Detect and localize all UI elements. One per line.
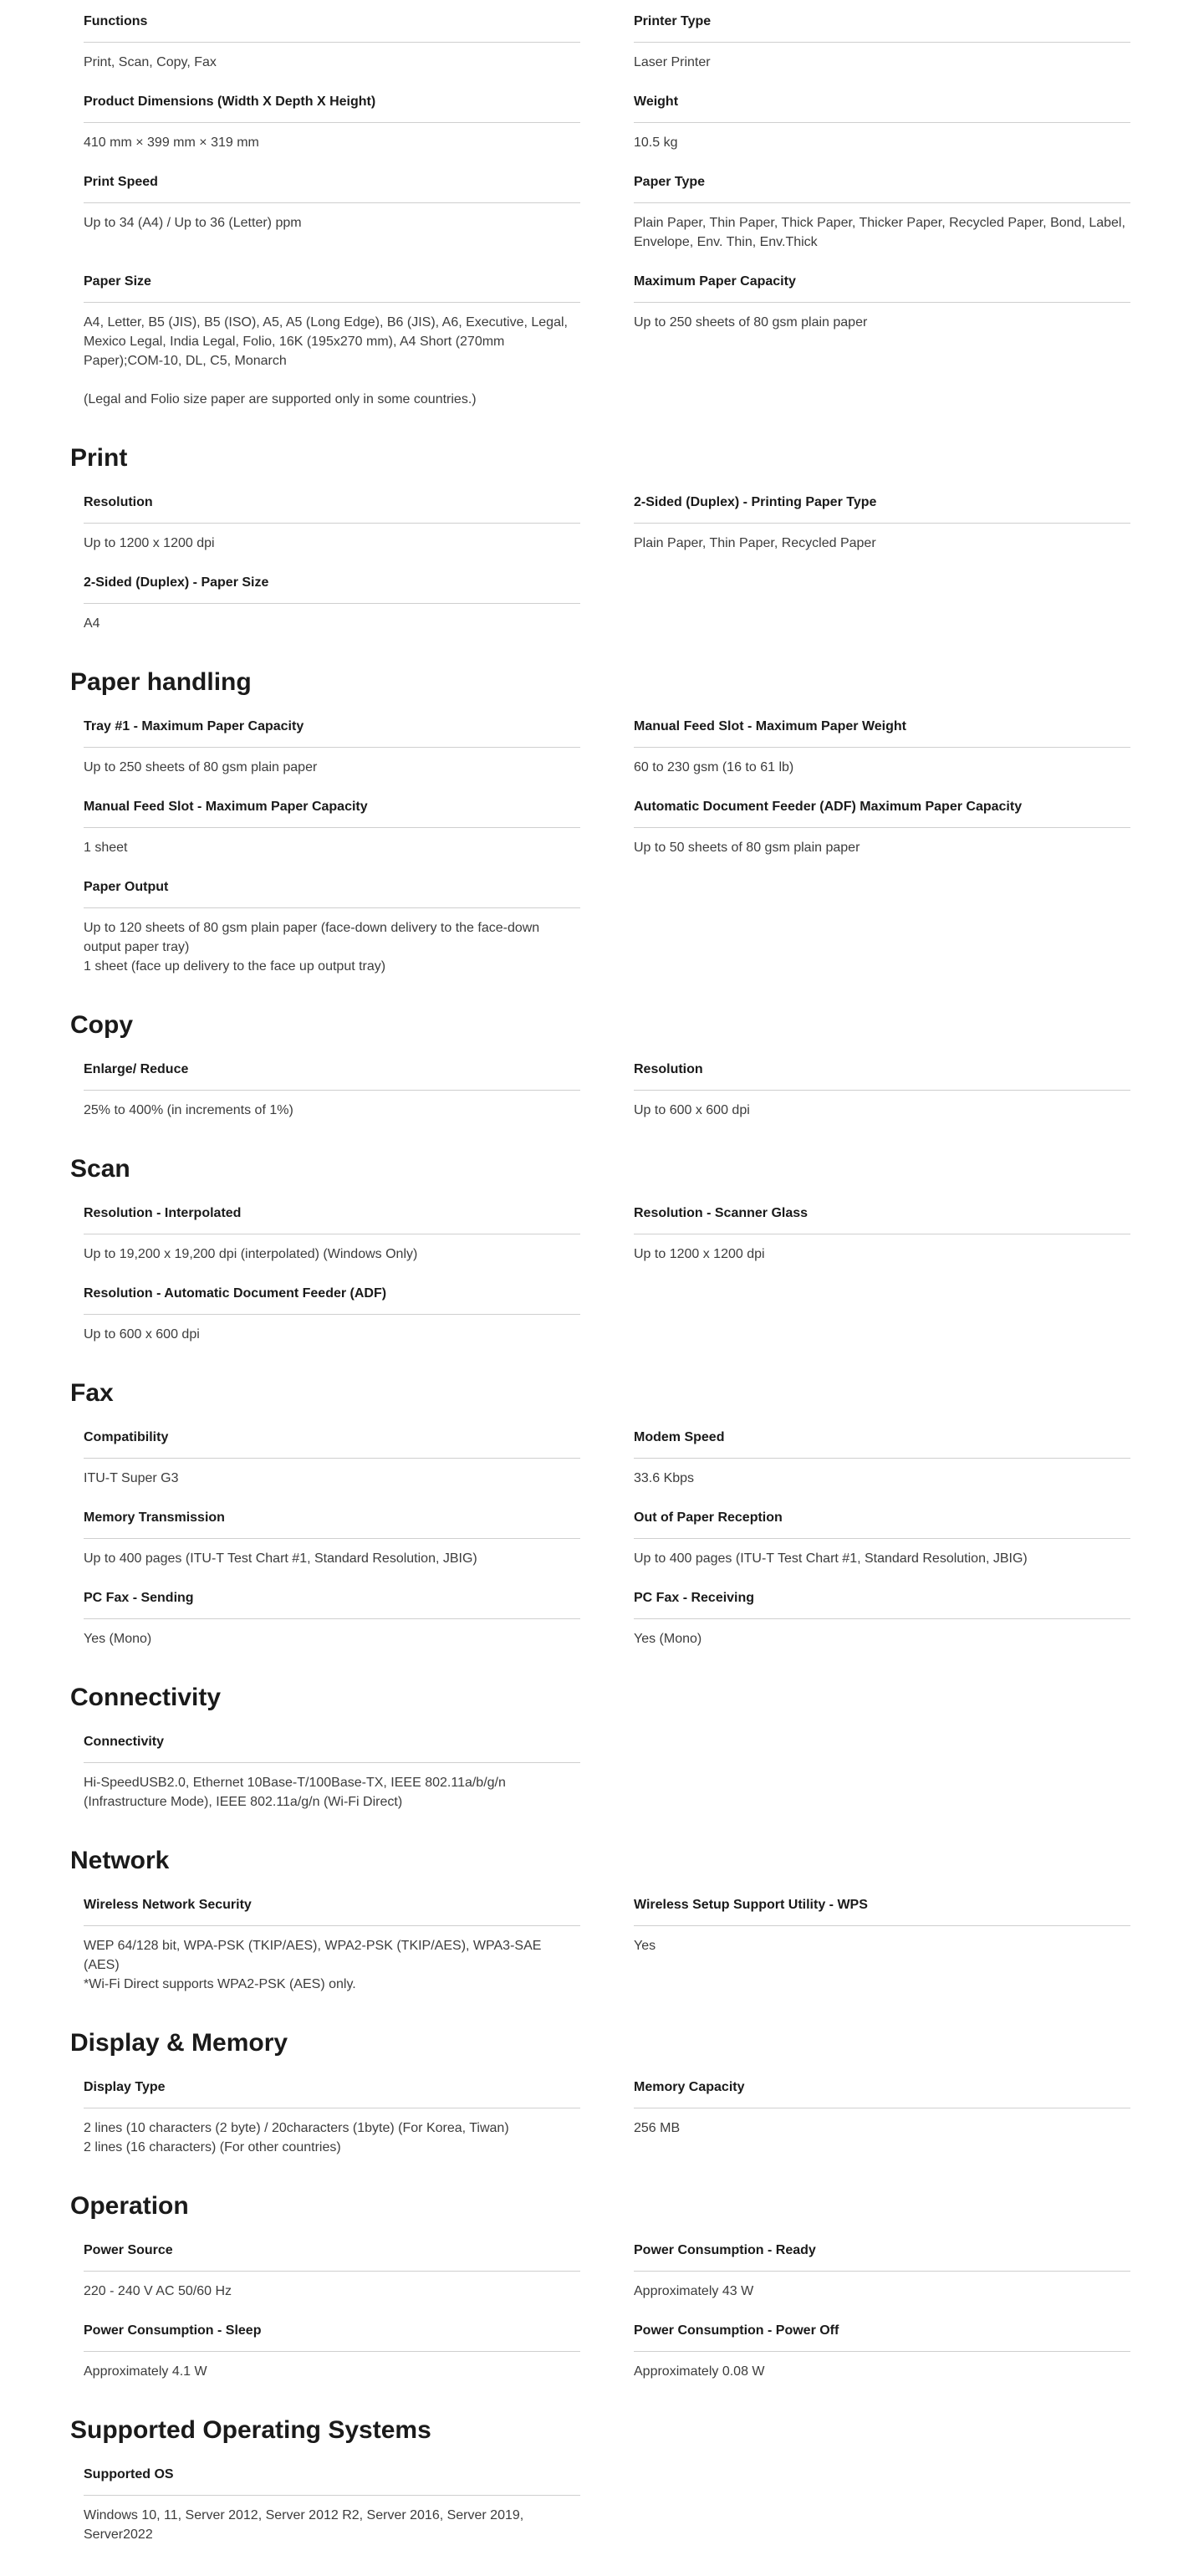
spec-label: Product Dimensions (Width X Depth X Height) [84, 84, 580, 123]
spec-item [70, 1051, 594, 1132]
spec-label: PC Fax - Sending [84, 1580, 580, 1619]
spec-section [70, 1823, 1134, 2006]
spec-item [70, 2232, 594, 2313]
spec-label: Modem Speed [634, 1419, 1130, 1459]
spec-label: Resolution - Interpolated [84, 1195, 580, 1234]
spec-grid [70, 484, 1134, 645]
spec-value: Up to 50 sheets of 80 gsm plain paper [634, 841, 860, 855]
spec-label: Manual Feed Slot - Maximum Paper Capacity [84, 789, 580, 828]
section-title: Supported Operating Systems [70, 2416, 431, 2444]
spec-label: Power Consumption - Sleep [84, 2313, 580, 2352]
spec-item [620, 1195, 1144, 1275]
spec-item [70, 2313, 594, 2393]
spec-label: Print Speed [84, 164, 580, 203]
section-title: Network [70, 1847, 170, 1874]
spec-item [620, 2313, 1144, 2393]
spec-value: Windows 10, 11, Server 2012, Server 2012 R2, Server 2016, Server 2019, Server2022 [84, 2508, 524, 2542]
spec-label: Memory Transmission [84, 1500, 580, 1539]
spec-item [70, 164, 594, 244]
spec-value: Print, Scan, Copy, Fax [84, 55, 217, 69]
spec-value: Yes [634, 1939, 656, 1953]
spec-label: Compatibility [84, 1419, 580, 1459]
spec-label: PC Fax - Receiving [634, 1580, 1130, 1619]
spec-grid [70, 1887, 1134, 2006]
spec-label: Power Consumption - Power Off [634, 2313, 1130, 2352]
spec-item [70, 1275, 594, 1356]
spec-item [70, 1195, 594, 1275]
spec-label: Power Source [84, 2232, 580, 2272]
spec-value: Approximately 0.08 W [634, 2364, 765, 2379]
spec-item [70, 484, 594, 565]
spec-value: Up to 400 pages (ITU-T Test Chart #1, Standard Resolution, JBIG) [634, 1551, 1028, 1566]
spec-label: Wireless Setup Support Utility - WPS [634, 1887, 1130, 1926]
spec-section [70, 1132, 1134, 1356]
spec-value: Approximately 43 W [634, 2284, 754, 2298]
spec-label: Manual Feed Slot - Maximum Paper Weight [634, 708, 1130, 748]
spec-value: Plain Paper, Thin Paper, Thick Paper, Thicker Paper, Recycled Paper, Bond, Label, Envelope, Env. Thin, Env.Thick [634, 216, 1125, 249]
spec-item [620, 1500, 1144, 1580]
spec-section [70, 645, 1134, 988]
spec-item [620, 84, 1144, 164]
spec-value: Approximately 4.1 W [84, 2364, 207, 2379]
spec-item [620, 789, 1144, 869]
spec-label: Maximum Paper Capacity [634, 263, 1130, 303]
spec-value: Laser Printer [634, 55, 711, 69]
spec-item [70, 869, 594, 988]
spec-value: WEP 64/128 bit, WPA-PSK (TKIP/AES), WPA2-PSK (TKIP/AES), WPA3-SAE (AES) *Wi-Fi Direct supports WPA2-PSK (AES) only. [84, 1939, 542, 1991]
spec-grid [70, 1419, 1134, 1660]
section-title: Print [70, 444, 128, 472]
spec-item [70, 1580, 594, 1660]
spec-label: Power Consumption - Ready [634, 2232, 1130, 2272]
spec-grid [70, 2069, 1134, 2169]
spec-item [70, 1500, 594, 1580]
spec-section [70, 1356, 1134, 1660]
spec-item [620, 1419, 1144, 1500]
spec-value: 2 lines (10 characters (2 byte) / 20characters (1byte) (For Korea, Tiwan) 2 lines (16 characters) (For other countries) [84, 2121, 509, 2154]
spec-item [620, 2069, 1144, 2149]
spec-label: Supported OS [84, 2456, 580, 2496]
spec-value: Yes (Mono) [84, 1632, 152, 1646]
spec-value: Up to 1200 x 1200 dpi [84, 536, 215, 550]
spec-value: Up to 600 x 600 dpi [634, 1103, 750, 1117]
spec-label: Enlarge/ Reduce [84, 1051, 580, 1091]
spec-item [70, 2456, 594, 2556]
spec-grid [70, 1051, 1134, 1132]
section-title: Scan [70, 1155, 130, 1183]
spec-label: Connectivity [84, 1724, 580, 1763]
spec-label: Functions [84, 3, 580, 43]
spec-value: 256 MB [634, 2121, 681, 2135]
spec-label: Out of Paper Reception [634, 1500, 1130, 1539]
spec-item [620, 263, 1144, 344]
section-title: Fax [70, 1379, 114, 1407]
spec-label: Resolution [84, 484, 580, 524]
spec-value: Up to 600 x 600 dpi [84, 1327, 200, 1342]
spec-grid [70, 0, 1134, 421]
spec-section [70, 2006, 1134, 2169]
spec-label: Display Type [84, 2069, 580, 2108]
spec-value: Up to 34 (A4) / Up to 36 (Letter) ppm [84, 216, 302, 230]
spec-label: Tray #1 - Maximum Paper Capacity [84, 708, 580, 748]
spec-value: Up to 250 sheets of 80 gsm plain paper [634, 315, 868, 330]
spec-value: Up to 19,200 x 19,200 dpi (interpolated) (Windows Only) [84, 1247, 418, 1261]
spec-item [620, 2232, 1144, 2313]
spec-item [620, 1580, 1144, 1660]
section-title: Connectivity [70, 1684, 222, 1711]
spec-label: Wireless Network Security [84, 1887, 580, 1926]
spec-value: Up to 120 sheets of 80 gsm plain paper (face-down delivery to the face-down output paper tray) 1 sheet (face up delivery to the face up output tray) [84, 921, 540, 974]
spec-item [70, 789, 594, 869]
spec-item [70, 2069, 594, 2169]
spec-label: Resolution - Scanner Glass [634, 1195, 1130, 1234]
section-title: Copy [70, 1011, 133, 1039]
spec-label: Resolution [634, 1051, 1130, 1091]
spec-grid [70, 2232, 1134, 2393]
spec-item [620, 1051, 1144, 1132]
spec-section [70, 421, 1134, 645]
spec-item [620, 484, 1144, 565]
spec-label: Resolution - Automatic Document Feeder (ADF) [84, 1275, 580, 1315]
spec-item [620, 708, 1144, 789]
spec-grid [70, 1724, 1134, 1823]
spec-item [70, 3, 594, 84]
spec-value: 1 sheet [84, 841, 128, 855]
spec-label: Paper Size [84, 263, 580, 303]
spec-value: A4, Letter, B5 (JIS), B5 (ISO), A5, A5 (Long Edge), B6 (JIS), A6, Executive, Legal, Mexico Legal, India Legal, Folio, 16K (195x270 mm), A4 Short (270mm Paper);COM-10, DL, C5, Monarch (Legal and Folio size paper are supported only in some countries.) [84, 315, 568, 406]
spec-item [620, 164, 1144, 263]
spec-value: 410 mm × 399 mm × 319 mm [84, 135, 259, 150]
spec-label: Automatic Document Feeder (ADF) Maximum Paper Capacity [634, 789, 1130, 828]
spec-section [70, 2169, 1134, 2393]
spec-item [70, 1419, 594, 1500]
spec-value: Up to 400 pages (ITU-T Test Chart #1, Standard Resolution, JBIG) [84, 1551, 477, 1566]
spec-label: Memory Capacity [634, 2069, 1130, 2108]
spec-item [70, 565, 594, 645]
spec-value: Plain Paper, Thin Paper, Recycled Paper [634, 536, 876, 550]
spec-label: Paper Output [84, 869, 580, 908]
spec-section [70, 1660, 1134, 1823]
spec-item [70, 1724, 594, 1823]
spec-grid [70, 708, 1134, 988]
spec-value: A4 [84, 616, 100, 631]
spec-grid [70, 2456, 1134, 2556]
section-title: Paper handling [70, 668, 252, 696]
spec-value: Up to 250 sheets of 80 gsm plain paper [84, 760, 318, 774]
spec-label: Printer Type [634, 3, 1130, 43]
spec-value: 60 to 230 gsm (16 to 61 lb) [634, 760, 794, 774]
spec-item [70, 84, 594, 164]
spec-item [70, 708, 594, 789]
spec-value: Up to 1200 x 1200 dpi [634, 1247, 765, 1261]
spec-value: 10.5 kg [634, 135, 678, 150]
section-title: Display & Memory [70, 2029, 288, 2057]
spec-label: Paper Type [634, 164, 1130, 203]
spec-section [70, 2393, 1134, 2556]
spec-value: Yes (Mono) [634, 1632, 702, 1646]
spec-value: 33.6 Kbps [634, 1471, 695, 1485]
spec-value: 25% to 400% (in increments of 1%) [84, 1103, 293, 1117]
spec-label: Weight [634, 84, 1130, 123]
section-title: Operation [70, 2192, 189, 2220]
spec-grid [70, 1195, 1134, 1356]
spec-section [70, 988, 1134, 1132]
spec-item [70, 263, 594, 421]
spec-value: ITU-T Super G3 [84, 1471, 179, 1485]
spec-item [620, 1887, 1144, 1967]
spec-item [620, 3, 1144, 84]
spec-item [70, 1887, 594, 2006]
spec-label: 2-Sided (Duplex) - Paper Size [84, 565, 580, 604]
spec-label: 2-Sided (Duplex) - Printing Paper Type [634, 484, 1130, 524]
spec-value: Hi-SpeedUSB2.0, Ethernet 10Base-T/100Base-TX, IEEE 802.11a/b/g/n (Infrastructure Mode), IEEE 802.11a/g/n (Wi-Fi Direct) [84, 1776, 506, 1809]
spec-section [70, 0, 1134, 421]
spec-value: 220 - 240 V AC 50/60 Hz [84, 2284, 232, 2298]
